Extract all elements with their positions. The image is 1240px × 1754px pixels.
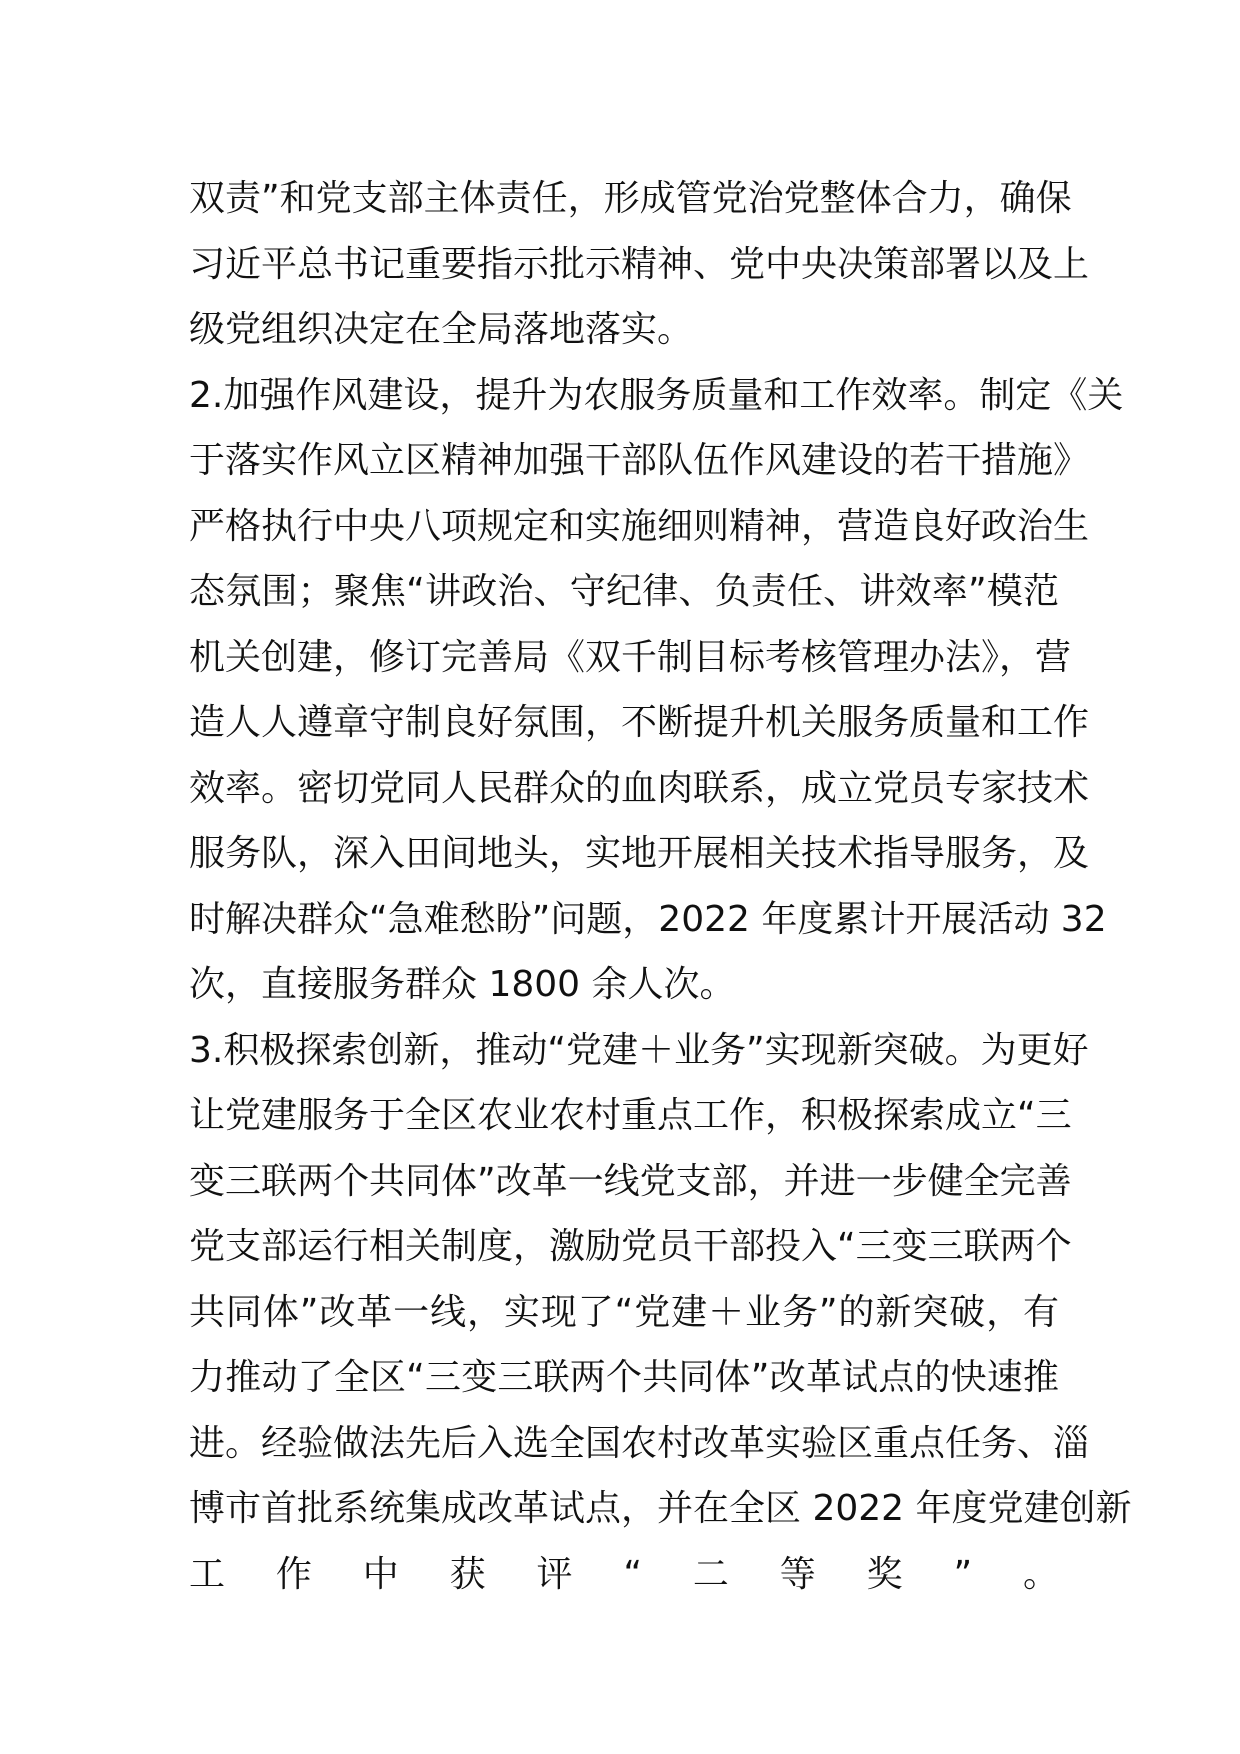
text-line: 造人人遵章守制良好氛围，不断提升机关服务质量和工作	[189, 702, 1090, 743]
text-line: 时解决群众“急难愁盼”问题，2022 年度累计开展活动 32	[189, 898, 1107, 940]
text-line: 变三联两个共同体”改革一线党支部，并进一步健全完善	[189, 1160, 1072, 1202]
text-line: 党支部运行相关制度，激励党员干部投入“三变三联两个	[189, 1226, 1072, 1267]
text-line: 服务队，深入田间地头，实地开展相关技术指导服务，及	[189, 833, 1090, 874]
text-line: 机关创建，修订完善局《双千制目标考核管理办法》，营	[189, 636, 1072, 678]
text-line: 态氛围；聚焦“讲政治、守纪律、负责任、讲效率”模范	[189, 571, 1059, 612]
text-line: 习近平总书记重要指示批示精神、党中央决策部署以及上	[189, 243, 1090, 285]
text-line: 3.积极探索创新，推动“党建＋业务”实现新突破。为更好	[189, 1029, 1089, 1071]
text-line: 效率。密切党同人民群众的血肉联系，成立党员专家技术	[189, 767, 1090, 809]
text-line: 于落实作风立区精神加强干部队伍作风建设的若干措施》	[189, 440, 1090, 481]
text-line: 让党建服务于全区农业农村重点工作，积极探索成立“三	[189, 1095, 1072, 1136]
text-line: 级党组织决定在全局落地落实。	[189, 309, 694, 350]
text-line: 进。经验做法先后入选全国农村改革实验区重点任务、淄	[189, 1422, 1090, 1464]
text-line: 严格执行中央八项规定和实施细则精神，营造良好政治生	[189, 505, 1090, 547]
text-line	[189, 1607, 1059, 1673]
body-text	[189, 166, 1132, 1673]
text-line: 共同体”改革一线，实现了“党建＋业务”的新突破，有	[189, 1291, 1059, 1333]
text-line: 博市首批系统集成改革试点，并在全区 2022 年度党建创新	[189, 1488, 1132, 1529]
text-line: 力推动了全区“三变三联两个共同体”改革试点的快速推	[189, 1357, 1059, 1398]
text-line: 工作中获评“二等奖”。	[189, 1553, 1059, 1595]
text-line: 双责”和党支部主体责任，形成管党治党整体合力，确保	[189, 178, 1072, 219]
text-line: 2.加强作风建设，提升为农服务质量和工作效率。制定《关	[189, 374, 1124, 416]
text-line: 次，直接服务群众 1800 余人次。	[189, 964, 736, 1005]
